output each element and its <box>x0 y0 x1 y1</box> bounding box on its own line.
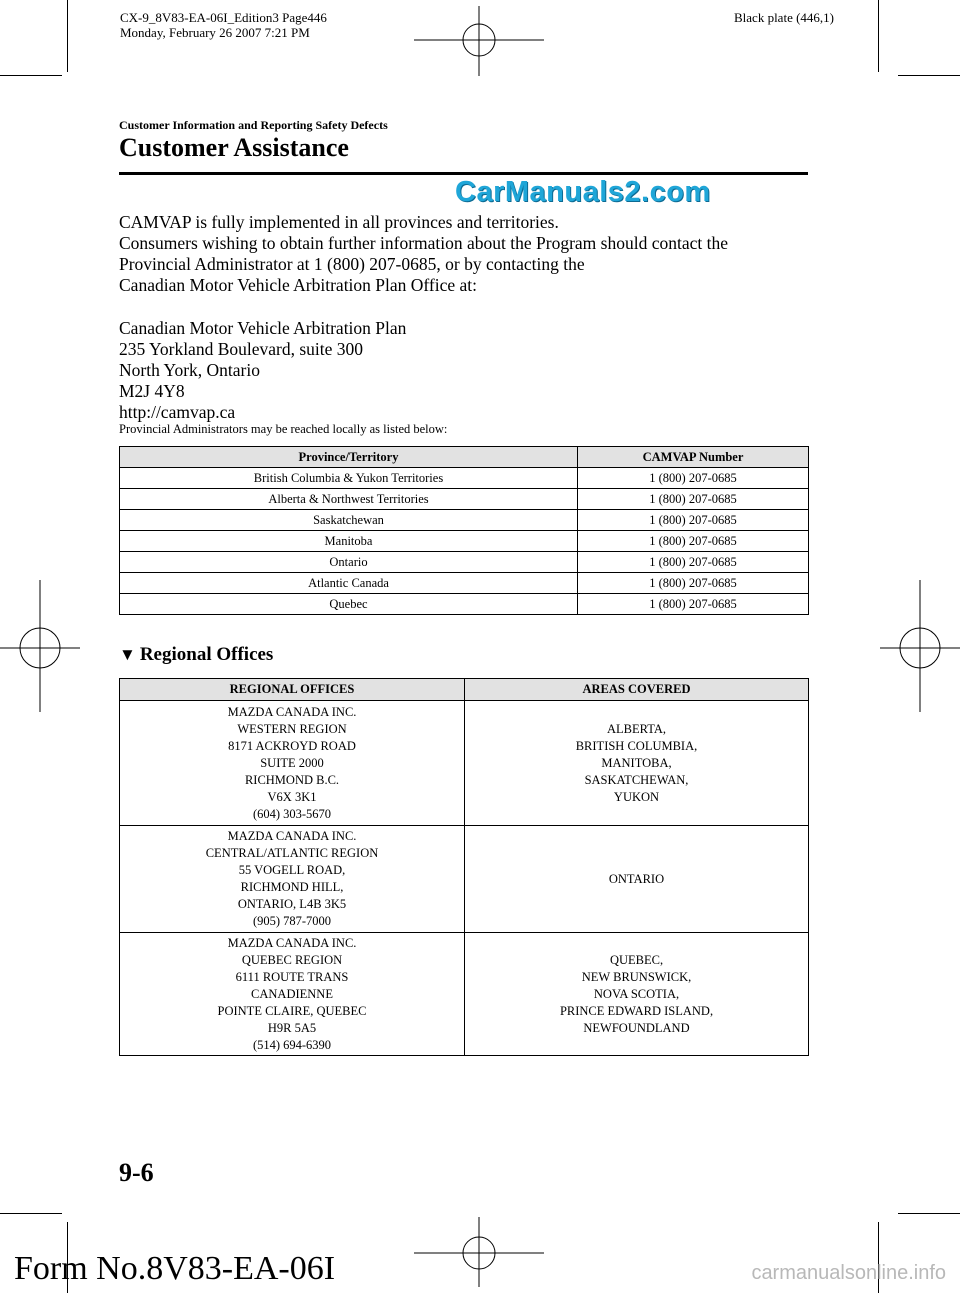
provincial-note: Provincial Administrators may be reached locally as listed below: <box>119 422 448 436</box>
office-line: QUEBEC REGION <box>241 952 343 967</box>
area-line: NEW BRUNSWICK, <box>581 969 692 984</box>
office-line: CENTRAL/ATLANTIC REGION <box>205 846 379 860</box>
office-line: RICHMOND B.C. <box>244 772 340 787</box>
office-cell <box>120 826 465 933</box>
number-cell: 1 (800) 207-0685 <box>578 594 809 615</box>
site-watermark: carmanualsonline.info <box>751 1262 946 1284</box>
triangle-down-icon: ▼ <box>119 645 136 664</box>
office-line: V6X 3K1 <box>267 789 317 804</box>
areas-cell <box>465 826 809 933</box>
office-line: CANADIENNE <box>251 986 333 1001</box>
office-line: H9R 5A5 <box>267 1020 317 1035</box>
address-line: M2J 4Y8 <box>119 381 185 401</box>
number-cell: 1 (800) 207-0685 <box>578 510 809 531</box>
intro-line: CAMVAP is fully implemented in all provinces and territories. <box>119 212 559 232</box>
form-number: Form No.8V83-EA-06I <box>14 1250 336 1287</box>
intro-paragraph <box>119 212 728 296</box>
area-line: NOVA SCOTIA, <box>593 986 680 1001</box>
address-line: Canadian Motor Vehicle Arbitration Plan <box>119 318 407 338</box>
area-line: MANITOBA, <box>601 755 672 770</box>
watermark-logo: CarManuals2.com <box>455 176 711 208</box>
office-line: WESTERN REGION <box>237 721 347 736</box>
table-row <box>120 489 809 510</box>
area-line: ALBERTA, <box>606 721 666 736</box>
province-cell: Quebec <box>120 594 578 615</box>
office-line: (604) 303-5670 <box>252 806 332 821</box>
table-header-row <box>120 679 809 701</box>
province-cell: Manitoba <box>120 531 578 552</box>
regional-offices-heading <box>119 644 273 666</box>
header-regional-offices: REGIONAL OFFICES <box>120 679 465 701</box>
area-line: PRINCE EDWARD ISLAND, <box>559 1003 714 1018</box>
province-cell: Ontario <box>120 552 578 573</box>
area-line: ONTARIO <box>608 871 665 886</box>
table-row <box>120 510 809 531</box>
header-province: Province/Territory <box>120 447 578 468</box>
regional-offices-table <box>119 678 809 1056</box>
header-camvap-number: CAMVAP Number <box>578 447 809 468</box>
section-label: Customer Information and Reporting Safety Defects <box>119 118 388 132</box>
area-line: YUKON <box>613 789 660 804</box>
page-number: 9-6 <box>119 1158 154 1187</box>
title-rule <box>119 172 808 175</box>
number-cell: 1 (800) 207-0685 <box>578 468 809 489</box>
area-line: NEWFOUNDLAND <box>583 1020 690 1035</box>
print-meta-line1: CX-9_8V83-EA-06I_Edition3 Page446 <box>120 10 327 25</box>
table-row <box>120 468 809 489</box>
province-cell: Alberta & Northwest Territories <box>120 489 578 510</box>
page-title: Customer Assistance <box>119 133 349 162</box>
office-line: 8171 ACKROYD ROAD <box>228 738 356 753</box>
province-table <box>119 446 809 615</box>
office-line: MAZDA CANADA INC. <box>227 935 357 950</box>
address-line: North York, Ontario <box>119 360 260 380</box>
print-meta-line2: Monday, February 26 2007 7:21 PM <box>120 25 310 40</box>
area-line: SASKATCHEWAN, <box>584 772 689 787</box>
province-cell: British Columbia & Yukon Territories <box>120 468 578 489</box>
table-row <box>120 701 809 826</box>
number-cell: 1 (800) 207-0685 <box>578 489 809 510</box>
intro-line: Provincial Administrator at 1 (800) 207-0685, or by contacting the <box>119 254 585 274</box>
office-cell <box>120 933 465 1056</box>
areas-cell <box>465 701 809 826</box>
camvap-address <box>119 318 406 423</box>
areas-cell <box>465 933 809 1056</box>
header-areas-covered: AREAS COVERED <box>465 679 809 701</box>
office-line: 6111 ROUTE TRANS <box>235 969 349 984</box>
office-line: (905) 787-7000 <box>252 914 332 928</box>
area-line: QUEBEC, <box>609 952 664 967</box>
address-line: 235 Yorkland Boulevard, suite 300 <box>119 339 364 359</box>
province-cell: Saskatchewan <box>120 510 578 531</box>
table-row <box>120 573 809 594</box>
table-row <box>120 933 809 1056</box>
office-line: (514) 694-6390 <box>252 1037 332 1052</box>
office-line: MAZDA CANADA INC. <box>227 829 357 843</box>
office-cell <box>120 701 465 826</box>
office-line: SUITE 2000 <box>260 755 324 770</box>
table-row <box>120 552 809 573</box>
number-cell: 1 (800) 207-0685 <box>578 552 809 573</box>
office-line: MAZDA CANADA INC. <box>227 704 357 719</box>
office-line: POINTE CLAIRE, QUEBEC <box>217 1003 367 1018</box>
office-line: RICHMOND HILL, <box>240 880 344 894</box>
office-line: ONTARIO, L4B 3K5 <box>237 897 347 911</box>
number-cell: 1 (800) 207-0685 <box>578 531 809 552</box>
regional-heading-text: Regional Offices <box>139 644 274 665</box>
table-row <box>120 531 809 552</box>
number-cell: 1 (800) 207-0685 <box>578 573 809 594</box>
table-row <box>120 594 809 615</box>
area-line: BRITISH COLUMBIA, <box>575 738 698 753</box>
table-row <box>120 826 809 933</box>
office-line: 55 VOGELL ROAD, <box>238 863 346 877</box>
province-cell: Atlantic Canada <box>120 573 578 594</box>
plate-label: Black plate (446,1) <box>734 10 834 25</box>
intro-line: Canadian Motor Vehicle Arbitration Plan Office at: <box>119 275 478 295</box>
camvap-link[interactable]: http://camvap.ca <box>119 402 236 422</box>
table-header-row <box>120 447 809 468</box>
intro-line: Consumers wishing to obtain further information about the Program should contact the <box>119 233 728 253</box>
